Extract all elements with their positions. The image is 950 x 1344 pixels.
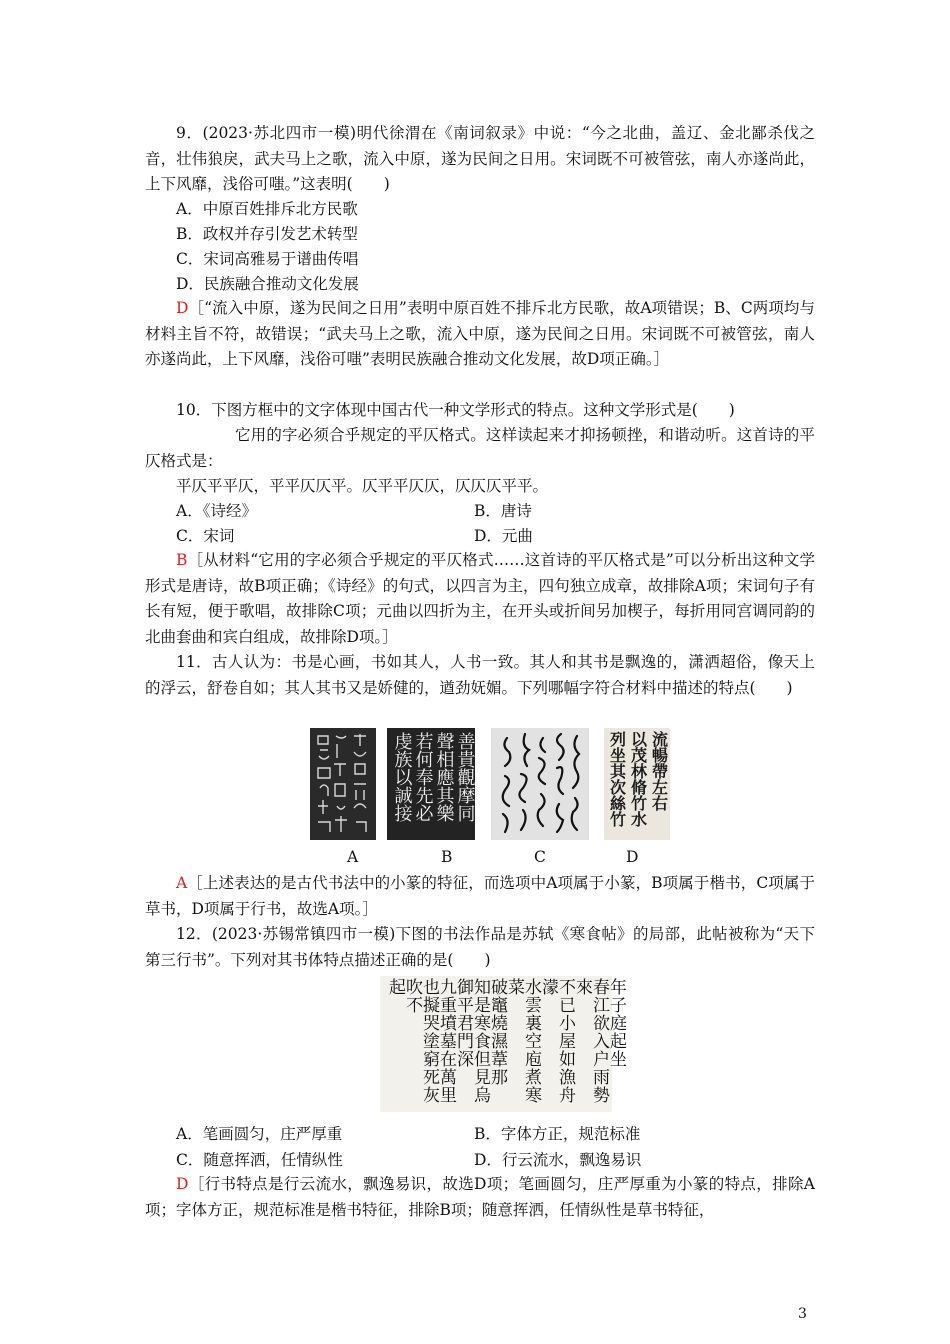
callig-b-col-1: 善貴觀摩同 (454, 732, 476, 822)
image-label-d: D (626, 848, 639, 866)
calligraphy-image-c (491, 728, 589, 840)
q9-option-d: D．民族融合推动文化发展 (176, 275, 359, 293)
callig-d-col-3: 列坐其次絲竹 (607, 731, 627, 827)
callig-b-col-2: 聲相應其樂 (433, 732, 455, 822)
hanshi-col-8: 九重墳墓在萬里 (436, 978, 456, 1104)
q10-answer (145, 548, 815, 650)
q10-option-a: A．《诗经》 (176, 502, 257, 520)
q12-answer-letter: D (176, 1175, 189, 1193)
callig-d-col-1: 流暢帶左右 (649, 731, 669, 811)
q9-answer-text: ［“流入中原，遂为民间之日用”表明中原百姓不排斥北方民歌，故A项错误；B、C两项均与材料主旨不符，故错误；“武夫马上之歌，流入中原，遂为民间之日用。宋词既不可被管弦，南人亦遂尚此，上下风靡，浅俗可嗤”表明民族融合推动文化发展，故D项正确。］ (145, 299, 815, 369)
calligraphy-image-b (387, 728, 475, 840)
q12-option-a: A．笔画圆匀，庄严厚重 (176, 1125, 343, 1143)
q10-answer-letter: B (176, 551, 188, 569)
hanshi-col-6: 知是寒食但見烏 (470, 978, 490, 1104)
q11-answer-letter: A (176, 874, 188, 892)
callig-b-col-4: 虔族以誠接 (391, 732, 413, 822)
q10-pattern: 平仄平平仄，平平仄仄平。仄平平仄仄，仄仄仄平平。 (176, 477, 549, 495)
hanshi-col-9: 也擬哭塗窮死灰吹不 (402, 978, 439, 1104)
image-label-a: A (347, 848, 359, 866)
q12-option-d: D．行云流水，飘逸易识 (474, 1151, 642, 1169)
q12-answer-text: ［行书特点是行云流水，飘逸易识，故选D项；笔画圆匀，庄严厚重为小篆的特点，排除A项；字体方正，规范标准是楷书特征，排除B项；随意挥洒，任情纵性是草书特征， (145, 1175, 815, 1219)
q10-box-text: 它用的字必须合乎规定的平仄格式。这样读起来才抑扬顿挫，和谐动听。这首诗的平仄格式是： (145, 426, 815, 470)
q10-answer-text: ［从材料“它用的字必须合乎规定的平仄格式……这首诗的平仄格式是”可以分析出这种文学形式是唐诗，故B项正确；《诗经》的句式，以四言为主，四句独立成章，故排除A项；宋词句子有长有短，便于歌唱，故排除C项；元曲以四折为主，在开头或折间另加楔子，每折用同宫调同韵的北曲套曲和宾白组成，故排除D项。］ (145, 551, 815, 646)
q10-option-d: D．元曲 (474, 527, 533, 545)
calligraphy-image-a (310, 728, 376, 840)
hanshi-col-3: 不已小屋如漁舟濛 (538, 978, 575, 1104)
hanshi-tie-columns (385, 978, 626, 1110)
hanshi-col-2: 春江欲入户雨勢來 (572, 978, 609, 1104)
q11-stem: 11．古人认为：书是心画，书如其人，人书一致。其人和其书是飘逸的，潇洒超俗，像天上的浮云，舒卷自如；其人其书又是娇健的，遒劲妩媚。下列哪幅字符合材料中描述的特点( ) (145, 653, 815, 697)
q10-stem: 10．下图方框中的文字体现中国古代一种文学形式的特点。这种文学形式是( ) (176, 401, 735, 419)
image-label-b: B (441, 848, 453, 866)
q9-option-b: B．政权并存引发艺术转型 (176, 225, 358, 243)
hanshi-col-1: 年子庭起坐 (606, 978, 626, 1068)
q12-option-c: C．随意挥洒，任情纵性 (176, 1151, 343, 1169)
q10-option-c: C．宋词 (176, 527, 235, 545)
calligraphy-image-d (604, 728, 670, 840)
callig-d-col-2: 以茂林脩竹水 (628, 731, 648, 827)
page-number: 3 (798, 1306, 807, 1322)
hanshi-tie-figure (380, 976, 626, 1112)
hanshi-col-7: 御平君門深 (453, 978, 473, 1068)
q9-option-c: C．宋词高雅易于谱曲传唱 (176, 250, 359, 268)
q12-stem: 12．(2023·苏锡常镇四市一模)下图的书法作品是苏轼《寒食帖》的局部，此帖被称为“天下第三行书”。下列对其书体特点描述正确的是( ) (145, 925, 815, 969)
q9-stem: 9．(2023·苏北四市一模)明代徐渭在《南词叙录》中说：“今之北曲，盖辽、金北鄙杀伐之音，壮伟狼戾，武夫马上之歌，流入中原，遂为民间之日用。宋词既不可被管弦，南人亦遂尚此，上下风靡，浅俗可嗤。”这表明( ) (145, 124, 815, 194)
q12-option-b: B．字体方正，规范标准 (474, 1125, 641, 1143)
hanshi-col-4: 水雲裏空庖煮寒菜 (504, 978, 541, 1104)
hanshi-col-10: 起 (385, 978, 405, 996)
q9-option-a: A．中原百姓排斥北方民歌 (176, 200, 358, 218)
q11-answer-text: ［上述表达的是古代书法中的小篆的特征，而选项中A项属于小篆，B项属于楷书，C项属于草书，D项属于行书，故选A项。］ (145, 874, 815, 918)
q9-answer-letter: D (176, 299, 189, 317)
q10-option-b: B．唐诗 (474, 502, 532, 520)
callig-b-col-3: 若何奉先必 (412, 732, 434, 822)
image-label-c: C (534, 848, 546, 866)
q11-answer (145, 871, 815, 922)
q9-answer (145, 296, 815, 373)
q12-answer (145, 1172, 815, 1223)
calligraphy-options-figure (310, 728, 670, 868)
hanshi-col-5: 破竈燒濕葦那 (487, 978, 507, 1086)
